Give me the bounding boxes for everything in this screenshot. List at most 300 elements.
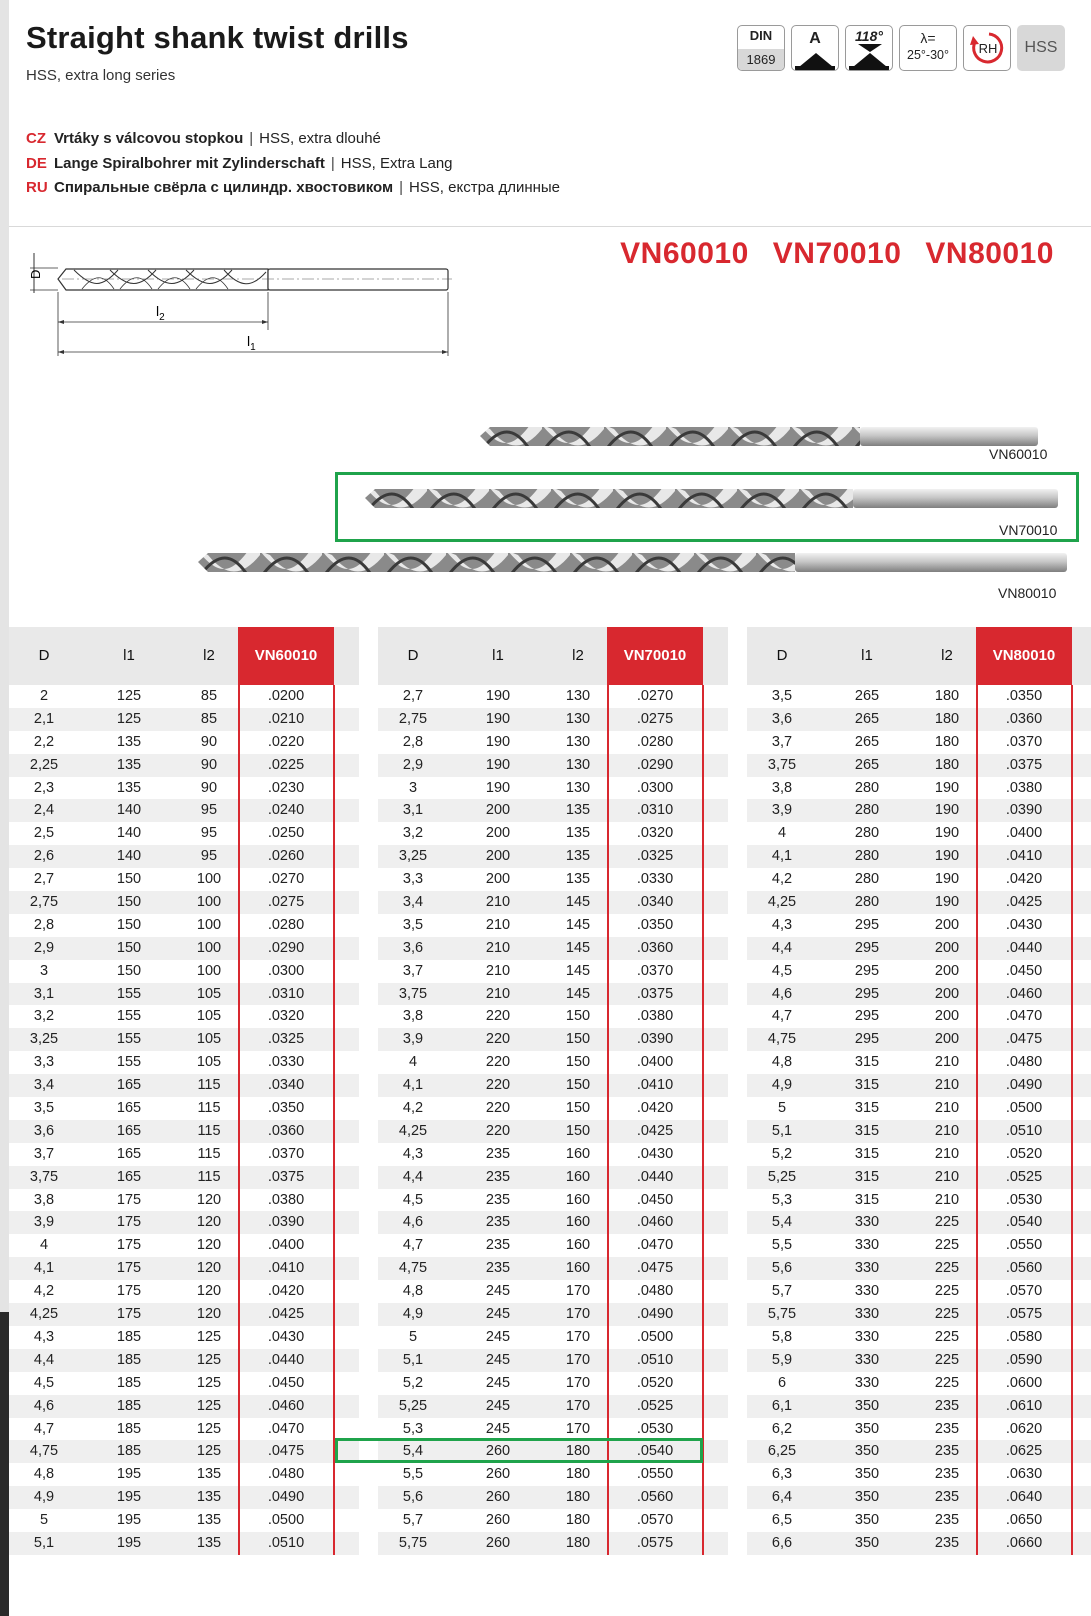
lambda-label: λ= xyxy=(920,30,936,46)
table-cell: 170 xyxy=(565,1374,591,1391)
spec-badges xyxy=(737,25,1065,71)
table-cell: 4,75 xyxy=(29,1443,59,1460)
table-cell: .0210 xyxy=(267,710,305,727)
table-cell: 4,25 xyxy=(398,1122,428,1139)
table-row xyxy=(378,685,728,708)
drill-dimension-diagram xyxy=(22,248,462,363)
table-row xyxy=(9,1234,359,1257)
table-cell: .0420 xyxy=(1005,871,1043,888)
table-cell: 350 xyxy=(854,1534,880,1551)
column-header-product: VN70010 xyxy=(607,627,703,685)
table-cell: 120 xyxy=(196,1214,222,1231)
table-cell: 3,75 xyxy=(767,756,797,773)
table-row xyxy=(747,777,1091,800)
table-cell: 330 xyxy=(854,1328,880,1345)
table-cell: 125 xyxy=(196,1443,222,1460)
table-cell: 2,25 xyxy=(29,756,59,773)
table-cell: 145 xyxy=(565,939,591,956)
table-cell: 130 xyxy=(565,733,591,750)
table-cell: 245 xyxy=(485,1374,511,1391)
table-row xyxy=(747,1303,1091,1326)
table-cell: 280 xyxy=(854,871,880,888)
table-cell: 2,5 xyxy=(33,825,55,842)
table-row xyxy=(378,1189,728,1212)
table-cell: 5,8 xyxy=(771,1328,793,1345)
table-cell: .0370 xyxy=(636,962,674,979)
table-cell: 4,25 xyxy=(767,894,797,911)
column-border xyxy=(333,685,335,1555)
table-cell: 200 xyxy=(485,802,511,819)
table-cell: 2,9 xyxy=(33,939,55,956)
table-row xyxy=(747,799,1091,822)
column-header: l1 xyxy=(861,647,873,664)
left-edge-strip-dark xyxy=(0,1312,9,1616)
table-cell: 210 xyxy=(485,894,511,911)
table-vn60010 xyxy=(9,627,359,1555)
table-cell: 180 xyxy=(565,1443,591,1460)
table-cell: 85 xyxy=(200,710,218,727)
table-cell: .0270 xyxy=(267,871,305,888)
table-cell: .0340 xyxy=(267,1077,305,1094)
table-row xyxy=(747,1074,1091,1097)
table-cell: 4,75 xyxy=(398,1260,428,1277)
table-cell: 3,9 xyxy=(771,802,793,819)
table-row xyxy=(9,914,359,937)
table-cell: 190 xyxy=(934,871,960,888)
table-cell: 295 xyxy=(854,962,880,979)
dim-d-label: D xyxy=(28,269,43,279)
table-cell: 225 xyxy=(934,1214,960,1231)
din-number: 1869 xyxy=(738,49,784,70)
table-cell: 235 xyxy=(485,1237,511,1254)
table-row xyxy=(747,1143,1091,1166)
table-cell: 3,7 xyxy=(402,962,424,979)
table-cell: 105 xyxy=(196,1054,222,1071)
table-cell: .0330 xyxy=(267,1054,305,1071)
table-cell: 245 xyxy=(485,1351,511,1368)
table-cell: .0270 xyxy=(636,688,674,704)
table-cell: .0470 xyxy=(267,1420,305,1437)
table-cell: .0525 xyxy=(636,1397,674,1414)
product-code-vn70010: VN70010 xyxy=(772,237,902,270)
table-row xyxy=(9,822,359,845)
type-label: A xyxy=(809,30,821,47)
table-cell: .0430 xyxy=(267,1328,305,1345)
table-cell: 2,8 xyxy=(33,916,55,933)
table-cell: 90 xyxy=(200,779,218,796)
table-cell: 130 xyxy=(565,779,591,796)
table-cell: 115 xyxy=(197,1168,221,1185)
column-header: l2 xyxy=(941,647,953,664)
table-cell: 315 xyxy=(854,1145,880,1162)
table-cell: 210 xyxy=(934,1054,960,1071)
table-cell: 2,8 xyxy=(402,733,424,750)
table-body xyxy=(378,685,728,1555)
table-cell: .0525 xyxy=(1005,1168,1043,1185)
table-cell: 3,7 xyxy=(771,733,793,750)
table-cell: 135 xyxy=(196,1466,222,1483)
right-hand-rotation-icon xyxy=(963,25,1011,71)
table-cell: .0660 xyxy=(1005,1534,1043,1551)
table-cell: .0460 xyxy=(1005,985,1043,1002)
table-cell: .0510 xyxy=(1005,1122,1043,1139)
table-cell: 260 xyxy=(485,1534,511,1551)
table-row xyxy=(9,1303,359,1326)
table-cell: 3,2 xyxy=(33,1008,55,1025)
table-cell: 280 xyxy=(854,825,880,842)
table-cell: 5,2 xyxy=(402,1374,424,1391)
table-row xyxy=(9,1486,359,1509)
table-cell: 4,4 xyxy=(402,1168,424,1185)
table-cell: .0360 xyxy=(267,1122,305,1139)
table-cell: .0500 xyxy=(1005,1100,1043,1117)
table-cell: 120 xyxy=(196,1237,222,1254)
rotation-label: RH xyxy=(978,41,998,56)
table-cell: .0300 xyxy=(267,962,305,979)
table-cell: 235 xyxy=(485,1145,511,1162)
table-cell: 100 xyxy=(196,894,222,911)
table-row xyxy=(9,868,359,891)
table-cell: 95 xyxy=(200,802,218,819)
table-cell: 185 xyxy=(116,1351,142,1368)
table-cell: 4,8 xyxy=(33,1466,55,1483)
table-cell: 4,2 xyxy=(402,1100,424,1117)
table-cell: 100 xyxy=(196,939,222,956)
table-cell: 180 xyxy=(934,733,960,750)
table-cell: .0575 xyxy=(636,1534,674,1551)
table-cell: 3,8 xyxy=(771,779,793,796)
table-cell: 4,9 xyxy=(771,1077,793,1094)
table-cell: 3,1 xyxy=(33,985,55,1002)
table-cell: 150 xyxy=(116,939,142,956)
table-row xyxy=(747,1166,1091,1189)
table-cell: 160 xyxy=(565,1145,591,1162)
table-row xyxy=(747,845,1091,868)
table-cell: 315 xyxy=(854,1168,880,1185)
table-cell: 190 xyxy=(485,756,511,773)
table-cell: .0350 xyxy=(636,916,674,933)
table-cell: 3 xyxy=(408,779,418,796)
drill-image-vn80010 xyxy=(198,547,1073,577)
table-cell: .0590 xyxy=(1005,1351,1043,1368)
table-cell: 190 xyxy=(485,710,511,727)
table-cell: 3,75 xyxy=(398,985,428,1002)
table-cell: 175 xyxy=(116,1260,142,1277)
table-cell: 225 xyxy=(934,1306,960,1323)
table-cell: 3,6 xyxy=(771,710,793,727)
table-row xyxy=(747,1418,1091,1441)
table-cell: 4,1 xyxy=(771,848,793,865)
table-cell: .0250 xyxy=(267,825,305,842)
table-cell: .0280 xyxy=(636,733,674,750)
table-row xyxy=(378,754,728,777)
table-cell: .0500 xyxy=(636,1328,674,1345)
table-cell: 4,9 xyxy=(402,1306,424,1323)
table-cell: 180 xyxy=(934,688,960,704)
table-cell: .0475 xyxy=(636,1260,674,1277)
table-row xyxy=(378,1463,728,1486)
table-row xyxy=(747,731,1091,754)
table-cell: 170 xyxy=(565,1328,591,1345)
table-cell: 5,7 xyxy=(771,1283,793,1300)
table-cell: .0625 xyxy=(1005,1443,1043,1460)
table-row xyxy=(747,1440,1091,1463)
table-cell: 210 xyxy=(485,985,511,1002)
table-cell: .0530 xyxy=(1005,1191,1043,1208)
table-cell: .0450 xyxy=(267,1374,305,1391)
table-cell: 135 xyxy=(116,756,142,773)
table-cell: 4,3 xyxy=(402,1145,424,1162)
table-cell: 315 xyxy=(854,1077,880,1094)
table-row xyxy=(378,1257,728,1280)
table-cell: 235 xyxy=(934,1512,960,1529)
table-cell: 100 xyxy=(196,871,222,888)
table-cell: .0380 xyxy=(1005,779,1043,796)
table-cell: .0440 xyxy=(267,1351,305,1368)
table-row xyxy=(378,1326,728,1349)
table-cell: .0280 xyxy=(267,916,305,933)
table-cell: 150 xyxy=(116,894,142,911)
table-cell: 125 xyxy=(116,688,142,704)
table-row xyxy=(747,1211,1091,1234)
table-cell: .0310 xyxy=(267,985,305,1002)
table-row xyxy=(378,1120,728,1143)
table-cell: 350 xyxy=(854,1443,880,1460)
table-cell: 5,3 xyxy=(771,1191,793,1208)
table-cell: .0630 xyxy=(1005,1466,1043,1483)
table-cell: 4,25 xyxy=(29,1306,59,1323)
table-row xyxy=(9,1143,359,1166)
din-label: DIN xyxy=(749,28,773,43)
table-row xyxy=(747,1326,1091,1349)
column-header-product: VN60010 xyxy=(238,627,334,685)
table-cell: .0425 xyxy=(267,1306,305,1323)
table-row xyxy=(747,1372,1091,1395)
table-cell: .0520 xyxy=(1005,1145,1043,1162)
table-cell: 295 xyxy=(854,1031,880,1048)
table-row xyxy=(378,868,728,891)
table-cell: 180 xyxy=(565,1489,591,1506)
table-row xyxy=(378,960,728,983)
table-row xyxy=(9,1395,359,1418)
table-cell: 220 xyxy=(485,1008,511,1025)
table-cell: 210 xyxy=(485,939,511,956)
table-cell: .0430 xyxy=(636,1145,674,1162)
table-cell: .0570 xyxy=(636,1512,674,1529)
table-cell: 165 xyxy=(116,1122,142,1139)
table-cell: 160 xyxy=(565,1260,591,1277)
table-cell: 3,75 xyxy=(29,1168,59,1185)
table-cell: 4,7 xyxy=(402,1237,424,1254)
table-row xyxy=(378,1486,728,1509)
table-cell: .0600 xyxy=(1005,1374,1043,1391)
table-cell: 160 xyxy=(565,1237,591,1254)
table-cell: 150 xyxy=(565,1054,591,1071)
table-cell: .0290 xyxy=(267,939,305,956)
table-cell: 2,2 xyxy=(33,733,55,750)
table-cell: 160 xyxy=(565,1168,591,1185)
helix-angle-badge xyxy=(899,25,957,71)
table-cell: 125 xyxy=(116,710,142,727)
table-cell: 2,75 xyxy=(29,894,59,911)
table-cell: 6,1 xyxy=(771,1397,793,1414)
table-row xyxy=(9,731,359,754)
table-row xyxy=(747,1120,1091,1143)
table-cell: 150 xyxy=(116,871,142,888)
table-cell: 155 xyxy=(116,1008,142,1025)
table-cell: .0480 xyxy=(1005,1054,1043,1071)
table-cell: .0225 xyxy=(267,756,305,773)
table-cell: 295 xyxy=(854,939,880,956)
table-cell: 5,1 xyxy=(402,1351,424,1368)
table-cell: 125 xyxy=(196,1374,222,1391)
table-row xyxy=(378,1074,728,1097)
table-cell: 175 xyxy=(116,1214,142,1231)
table-cell: 2,9 xyxy=(402,756,424,773)
table-row xyxy=(9,1463,359,1486)
table-cell: 200 xyxy=(485,871,511,888)
table-row xyxy=(747,1051,1091,1074)
table-cell: .0430 xyxy=(1005,916,1043,933)
table-cell: 220 xyxy=(485,1122,511,1139)
table-cell: 220 xyxy=(485,1054,511,1071)
table-cell: 3,8 xyxy=(33,1191,55,1208)
column-header: l2 xyxy=(203,647,215,664)
translations xyxy=(26,127,560,201)
table-cell: 170 xyxy=(565,1420,591,1437)
table-cell: 145 xyxy=(565,985,591,1002)
table-cell: 210 xyxy=(485,916,511,933)
table-cell: 6,3 xyxy=(771,1466,793,1483)
table-cell: 150 xyxy=(116,962,142,979)
table-cell: 190 xyxy=(934,779,960,796)
table-cell: 185 xyxy=(116,1420,142,1437)
table-cell: 4,7 xyxy=(771,1008,793,1025)
table-row xyxy=(747,1349,1091,1372)
table-cell: 3,2 xyxy=(402,825,424,842)
table-cell: 315 xyxy=(854,1054,880,1071)
table-cell: .0260 xyxy=(267,848,305,865)
table-row xyxy=(9,1097,359,1120)
table-cell: 4,4 xyxy=(33,1351,55,1368)
table-cell: .0550 xyxy=(1005,1237,1043,1254)
table-cell: 4,6 xyxy=(402,1214,424,1231)
drill-image-vn60010 xyxy=(480,421,1070,451)
table-cell: 235 xyxy=(934,1397,960,1414)
table-cell: 5,1 xyxy=(33,1534,55,1551)
table-cell: .0360 xyxy=(636,939,674,956)
table-cell: .0425 xyxy=(636,1122,674,1139)
table-cell: 350 xyxy=(854,1397,880,1414)
table-row xyxy=(747,1532,1091,1555)
table-row xyxy=(378,799,728,822)
table-row xyxy=(747,1189,1091,1212)
table-cell: 220 xyxy=(485,1031,511,1048)
table-cell: 2,6 xyxy=(33,848,55,865)
table-row xyxy=(378,1509,728,1532)
table-cell: 155 xyxy=(116,985,142,1002)
column-border xyxy=(238,685,240,1555)
table-cell: 4,6 xyxy=(33,1397,55,1414)
product-code-vn80010: VN80010 xyxy=(925,237,1054,270)
column-header: l2 xyxy=(572,647,584,664)
table-cell: .0275 xyxy=(636,710,674,727)
table-cell: 5,6 xyxy=(771,1260,793,1277)
material-label: HSS xyxy=(1024,39,1058,56)
table-cell: 195 xyxy=(116,1512,142,1529)
table-cell: 5,6 xyxy=(402,1489,424,1506)
table-cell: .0370 xyxy=(267,1145,305,1162)
table-cell: 150 xyxy=(565,1008,591,1025)
table-row xyxy=(747,914,1091,937)
table-cell: 155 xyxy=(116,1031,142,1048)
table-vn70010 xyxy=(378,627,728,1555)
table-cell: 235 xyxy=(485,1260,511,1277)
page-subtitle: HSS, extra long series xyxy=(26,67,176,84)
table-row xyxy=(378,777,728,800)
table-cell: .0230 xyxy=(267,779,305,796)
table-cell: .0475 xyxy=(1005,1031,1043,1048)
table-cell: 225 xyxy=(934,1260,960,1277)
table-cell: 210 xyxy=(934,1122,960,1139)
table-cell: 3,9 xyxy=(402,1031,424,1048)
column-header: l1 xyxy=(123,647,135,664)
table-cell: .0490 xyxy=(267,1489,305,1506)
table-cell: 3,7 xyxy=(33,1145,55,1162)
table-cell: 135 xyxy=(116,779,142,796)
table-cell: 135 xyxy=(196,1489,222,1506)
table-cell: 220 xyxy=(485,1100,511,1117)
table-cell: .0540 xyxy=(1005,1214,1043,1231)
table-row xyxy=(378,914,728,937)
table-cell: .0200 xyxy=(267,688,305,704)
table-cell: 5,75 xyxy=(398,1534,428,1551)
table-cell: 4,7 xyxy=(33,1420,55,1437)
table-cell: 120 xyxy=(196,1191,222,1208)
table-cell: 2,3 xyxy=(33,779,55,796)
table-header xyxy=(378,627,728,685)
table-row xyxy=(9,960,359,983)
table-cell: .0510 xyxy=(636,1351,674,1368)
table-cell: 140 xyxy=(116,825,142,842)
table-cell: 175 xyxy=(116,1306,142,1323)
table-cell: .0410 xyxy=(267,1260,305,1277)
table-cell: 3,4 xyxy=(33,1077,55,1094)
table-cell: 225 xyxy=(934,1237,960,1254)
table-cell: .0410 xyxy=(636,1077,674,1094)
table-row xyxy=(747,983,1091,1006)
table-row xyxy=(9,754,359,777)
table-row xyxy=(9,983,359,1006)
table-cell: .0480 xyxy=(267,1466,305,1483)
product-code-vn60010: VN60010 xyxy=(620,237,749,270)
table-row xyxy=(9,1211,359,1234)
drill-label-vn60010: VN60010 xyxy=(989,446,1048,462)
table-cell: 135 xyxy=(565,871,591,888)
table-cell: 190 xyxy=(934,848,960,865)
table-cell: 2,4 xyxy=(33,802,55,819)
table-cell: 165 xyxy=(116,1145,142,1162)
table-cell: 120 xyxy=(196,1283,222,1300)
table-cell: 350 xyxy=(854,1466,880,1483)
table-cell: 260 xyxy=(485,1512,511,1529)
table-cell: .0620 xyxy=(1005,1420,1043,1437)
table-row xyxy=(378,822,728,845)
table-cell: 260 xyxy=(485,1466,511,1483)
table-cell: 105 xyxy=(196,1031,222,1048)
table-cell: .0575 xyxy=(1005,1306,1043,1323)
table-cell: .0475 xyxy=(267,1443,305,1460)
